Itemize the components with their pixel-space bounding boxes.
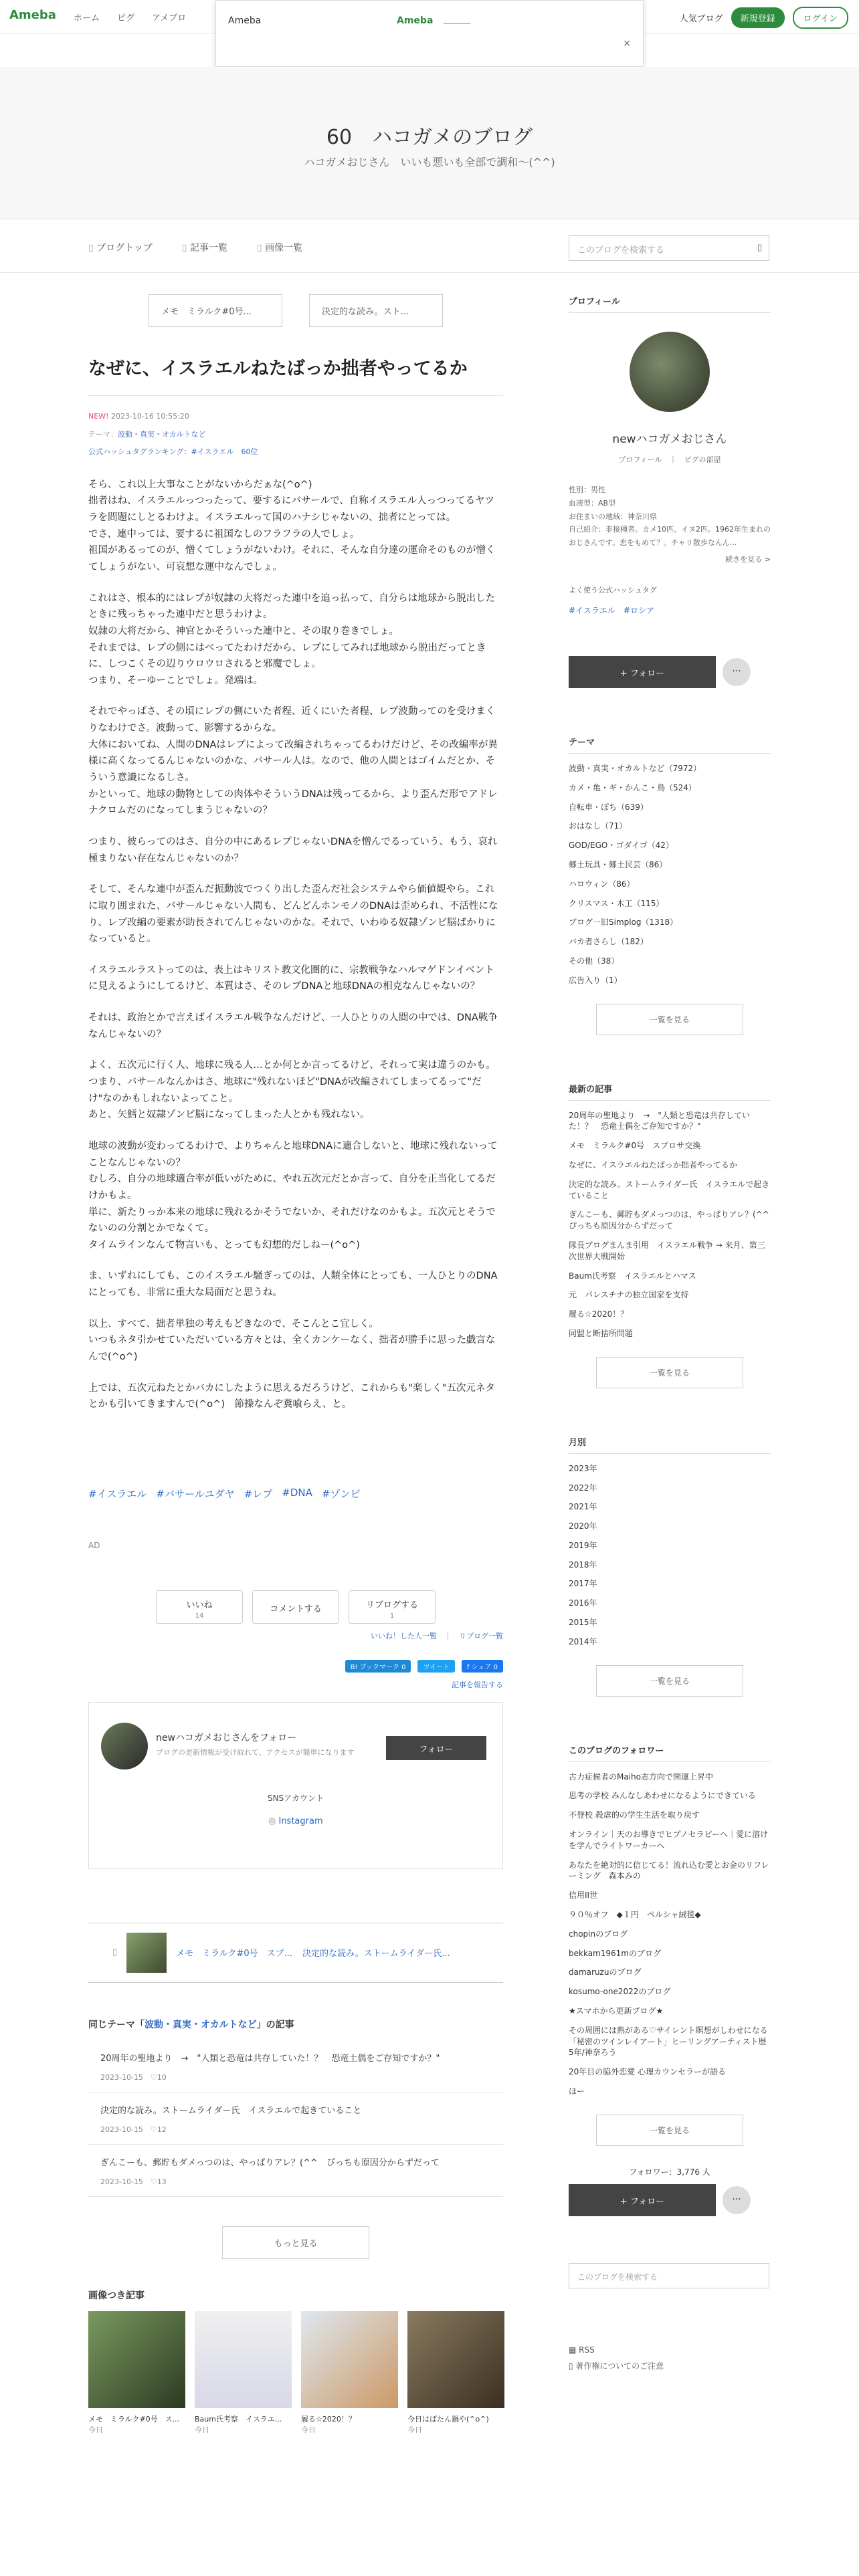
more-icon[interactable]: ··· (723, 658, 751, 686)
related-title (88, 2018, 503, 2031)
theme-item[interactable]: ハロウィン（86） (569, 879, 635, 889)
profile-more-link[interactable]: 続きを見る > (725, 554, 771, 564)
rank-link[interactable]: #イスラエル 60位 (191, 447, 258, 456)
prev-article-title: メモ ミラルク#0号 スプ... (176, 1949, 293, 1959)
follower-item[interactable]: あなたを絶対的に信じてる！流れ込む愛とお金のリフレーミング 森本みの (569, 1860, 769, 1881)
article-actions (88, 1590, 503, 1624)
related-item-likes: 10 (157, 2072, 167, 2082)
search-icon[interactable]: ▯ (757, 243, 762, 253)
nav-ameblo[interactable]: アメブロ (152, 13, 187, 23)
sns-title: SNSアカウント (267, 1793, 324, 1803)
theme-item[interactable]: クリスマス・木工（115） (569, 898, 664, 908)
follow-box-desc: ブログの更新情報が受け取れて、アクセスが簡単になります (156, 1747, 355, 1757)
profile-info: 性別：男性 血液型：AB型 お住まいの地域：神奈川県 自己紹介：非接種者。カメ10匹、イヌ2匹。1962年生まれのおじさんです。恋をもめて？。チャリ散歩なんん... (569, 486, 771, 548)
month-item[interactable]: 2015年 (569, 1618, 597, 1628)
related-item-title: ぎんこーも、郵貯もダメっつのは、やっぱりアレ？(^^ ぴっちも原因分からずだって (100, 2157, 440, 2168)
theme-item[interactable]: GOD/EGO・ゴダイゴ（42） (569, 841, 674, 851)
theme-label: テーマ： (88, 429, 118, 439)
month-item[interactable]: 2021年 (569, 1502, 597, 1512)
profile-name[interactable]: newハコガメおじさん (612, 433, 727, 446)
theme-link[interactable]: 波動・真実・オカルトなど (118, 429, 206, 439)
related-item-title: 20周年の聖地より → "人類と恐竜は共存していた！？ 恐竜土偶をご存知ですか？" (100, 2053, 440, 2064)
reblog-count: 1 (389, 1612, 395, 1620)
popup-title: Ameba (228, 15, 262, 26)
search-placeholder: このブログを検索する (577, 245, 665, 255)
list-item[interactable]: 決定的な読み。ストームライダー氏 イスラエルで起きていること 2023-10-15 ♡12 (88, 2092, 503, 2145)
tag-link[interactable]: #イスラエル (88, 1487, 147, 1500)
related-item-date: 2023-10-15 (100, 2125, 143, 2134)
top-nav (74, 11, 186, 23)
image-thumbnail (407, 2311, 504, 2408)
image-articles (88, 2288, 503, 2435)
recent-item[interactable]: メモ ミラルク#0号 スプロサ交換 (569, 1141, 701, 1151)
reblog-label: リブログする (365, 1600, 418, 1610)
theme-item[interactable]: 広告入り（1） (569, 975, 622, 985)
rss-label: RSS (579, 2345, 595, 2355)
image-date: 今日 (195, 2425, 209, 2434)
follow-button[interactable]: フォロー (386, 1736, 486, 1760)
nav-home[interactable]: ホーム (74, 13, 100, 23)
reblog-button[interactable] (349, 1590, 436, 1624)
share-buttons (88, 1660, 503, 1673)
blog-title[interactable]: 60 ハコガメのブログ (326, 126, 533, 149)
sidebar-follow (569, 656, 771, 688)
month-section (569, 1435, 771, 1697)
theme-section (569, 735, 771, 1035)
month-item[interactable]: 2018年 (569, 1560, 597, 1570)
follower-item[interactable]: ★スマホから更新ブログ★ (569, 2006, 664, 2016)
related-item-likes: 12 (157, 2125, 167, 2134)
popular-blog-link[interactable]: 人気ブログ (679, 14, 723, 24)
more-icon[interactable]: ··· (723, 2186, 751, 2214)
sidebar-footer-links (569, 2342, 771, 2374)
recent-item[interactable]: ぎんこーも、郵貯もダメっつのは、やっぱりアレ？(^^ ぴっちも原因分からずだって (569, 1210, 777, 1231)
theme-item[interactable]: 郷土玩具・郷土民芸（86） (569, 859, 668, 869)
like-count: 14 (195, 1612, 204, 1620)
used-hashtags[interactable]: #イスラエル #ロシア (569, 605, 654, 615)
follow-box-name: newハコガメおじさんをフォロー (156, 1732, 297, 1743)
theme-list-button[interactable]: 一覧を見る (596, 1004, 743, 1035)
article-tags (88, 1487, 503, 1501)
ameba-logo[interactable]: Ameba (9, 8, 56, 22)
related-articles (88, 2018, 503, 2259)
sidebar (569, 294, 777, 2374)
hashtag-rank (88, 446, 503, 457)
follow-button[interactable]: + フォロー (569, 2184, 716, 2216)
recent-item[interactable]: 同盟と断捨所問題 (569, 1328, 634, 1338)
follow-button[interactable]: + フォロー (569, 656, 716, 688)
theme-item[interactable]: ブログ一旧Simplog（1318） (569, 918, 678, 928)
image-article[interactable] (195, 2311, 292, 2435)
sidebar-follow-bottom (569, 2184, 771, 2216)
image-article[interactable] (88, 2311, 185, 2435)
article-paragraph: よく、五次元に行く人、地球に残る人…とか何とか言ってるけど、それって実は違うのかも。 つまり、バサールなんかはさ、地球に"残れないほど"DNAが改編されてしまってるって"だけ"なのかもしれないよってこと。 あと、矢鱈と奴隷ゾンビ脳になってしまった人とかも残れない。 (88, 1060, 496, 1121)
nav-pigg[interactable]: ピグ (117, 13, 135, 23)
new-badge: NEW! (88, 411, 109, 421)
list-item[interactable]: ぎんこーも、郵貯もダメっつのは、やっぱりアレ？(^^ ぴっちも原因分からずだって 2023-10-15 ♡13 (88, 2145, 503, 2197)
like-button[interactable] (156, 1590, 243, 1624)
month-title: 月別 (569, 1435, 771, 1454)
recent-item[interactable]: 20周年の聖地より → "人類と恐竜は共存していた！？ 恐竜土偶をご存知ですか？" (569, 1110, 750, 1132)
info-icon: ▯ (569, 2361, 576, 2371)
nav-article-list[interactable]: ▯ 記事一覧 (182, 241, 227, 254)
report-link[interactable]: 記事を報告する (452, 1680, 503, 1689)
related-item-date: 2023-10-15 (100, 2072, 143, 2082)
blog-header (0, 67, 859, 219)
article-paragraph: ま、いずれにしても、このイスラエル騒ぎってのは、人類全体にとっても、一人ひとりのDNAにとっても、非常に重大な局面だと思うね。 (88, 1271, 498, 1299)
recent-item[interactable]: 履る☆2020！？ (569, 1309, 629, 1319)
nav-blog-top[interactable]: ▯ ブログトップ (88, 241, 153, 254)
month-item[interactable]: 2019年 (569, 1540, 597, 1550)
image-caption: Baum氏考察 イスラエ... (195, 2414, 282, 2424)
related-item-title: 決定的な読み。ストームライダー氏 イスラエルで起きていること (100, 2105, 362, 2116)
theme-title: テーマ (569, 735, 771, 754)
close-icon[interactable]: × (623, 38, 631, 49)
recent-list-button[interactable]: 一覧を見る (596, 1357, 743, 1388)
article-meta (88, 412, 503, 421)
copyright-label: 著作権についてのご注意 (575, 2361, 664, 2371)
month-item[interactable]: 2016年 (569, 1598, 597, 1608)
tag-link[interactable]: #DNA (282, 1486, 312, 1499)
ad-label: AD (88, 1540, 100, 1550)
month-item[interactable]: 2020年 (569, 1521, 597, 1531)
follower-count: フォロワー：3,776 人 (629, 2167, 710, 2177)
used-hashtags-title: よく使う公式ハッシュタグ (569, 585, 657, 595)
image-thumbnail (301, 2311, 398, 2408)
prev-article-link[interactable] (112, 1933, 292, 1973)
blog-subtitle: ハコガメおじさん いいも悪いも全部で調和〜(^^) (304, 156, 555, 169)
recent-item[interactable]: なぜに、イスラエルねたばっか拙者やってるか (569, 1160, 737, 1170)
article-body (88, 477, 503, 1413)
tag-link[interactable]: #レプ (244, 1487, 273, 1500)
month-item[interactable]: 2017年 (569, 1579, 597, 1589)
follower-item[interactable]: bekkam1961mのブログ (569, 1948, 661, 1958)
theme-item[interactable]: 波動・真実・オカルトなど（7972） (569, 763, 702, 773)
comment-button[interactable]: コメントする (252, 1590, 339, 1624)
related-suffix: 」の記事 (256, 2019, 294, 2030)
rank-label: 公式ハッシュタグランキング： (88, 447, 191, 456)
login-button[interactable]: ログイン (793, 7, 848, 29)
month-list-button[interactable]: 一覧を見る (596, 1665, 743, 1697)
related-prefix: 同じテーマ「 (88, 2019, 145, 2030)
article-paragraph: そら、これ以上大事なことがないからだぁな(^o^) 拙者はね、イスラエルっつったって、要するにバサールで、自称イスラエル人っつってるヤツラを問題にしとるわけよ。イスラエルって国のハナシじゃないの、拙者にとっては。 でさ、連中っては、要するに祖国なしのフラフラの人でしょ。 祖国があるってのが、憎くてしょうがないわけ。それに、そんな自分達の運命そのものが憎くてしょうがない、可哀想な運中なんでしょ。 (88, 479, 496, 572)
follower-item[interactable]: ９０％オフ ◆１円 ペルシャ絨毯◆ (569, 1910, 701, 1920)
related-item-likes: 13 (157, 2177, 167, 2186)
rss-link[interactable] (569, 2342, 771, 2358)
follower-item[interactable]: 古力症候者のMaiho志方向で開運上昇中 (569, 1772, 713, 1782)
recent-item[interactable]: 隊長ブログまんま引用 イスラエル戦争 → 来月、第三次世界大戦開始 (569, 1240, 765, 1261)
image-article[interactable] (407, 2311, 504, 2435)
article-paragraph: つまり、彼らってのはさ、自分の中にあるレプじゃないDNAを憎んでるっていう、もう、哀れ極まりない存在なんじゃないのか？ (88, 836, 498, 864)
chevron-left-icon: ▯ (112, 1947, 118, 1958)
hatena-bookmark-button[interactable]: B! ブックマーク 0 (345, 1660, 411, 1673)
image-thumbnail (88, 2311, 185, 2408)
followers-title: このブログのフォロワー (569, 1743, 771, 1762)
like-label: いいね (186, 1600, 213, 1610)
related-theme-link[interactable]: 波動・真実・オカルトなど (145, 2019, 257, 2030)
next-article-button[interactable]: 決定的な読み。スト... (309, 294, 443, 327)
image-thumbnail (195, 2311, 292, 2408)
follower-item[interactable]: オンライン｜天のお導きでヒプノセラピーへ｜愛に溶けを学んでライトワーカーへ (569, 1830, 769, 1850)
tag-link[interactable]: #バサールユダヤ (156, 1487, 235, 1500)
instagram-link[interactable]: ◎ Instagram (268, 1816, 323, 1826)
month-item[interactable]: 2022年 (569, 1483, 597, 1493)
image-date: 今日 (88, 2425, 103, 2434)
article-paragraph: 地球の波動が変わってるわけで、よりちゃんと地球DNAに適合しないと、地球に残れないってことなんじゃないの？ むしろ、自分の地球適合率が低いがために、やれ五次元だとか言って、自分を正当化してるだけかもよ。 単に、新たりっか本来の地球に残れるかそうでないか、それだけなのかもよ。五次元とそうでないのの分割とかでなくて。 タイムラインなんて物言いも、とっても幻想的だしねー(^o^) (88, 1140, 498, 1251)
article-paragraph: イスラエルラストってのは、表上はキリスト教文化圏的に、宗教戦争なハルマゲドンイベントに見えるようにしてるけど、本質はさ、そのレプDNAと地球DNAの相克なんじゃないの？ (88, 964, 494, 992)
article-theme (88, 429, 503, 439)
recent-section (569, 1082, 777, 1388)
image-articles-title: 画像つき記事 (88, 2290, 145, 2301)
recent-title: 最新の記事 (569, 1082, 771, 1101)
copyright-link[interactable] (569, 2358, 771, 2374)
profile-links[interactable]: プロフィール ｜ ピグの部屋 (618, 455, 721, 464)
main-column (88, 294, 503, 2435)
recent-item[interactable]: Baum氏考察 イスラエルとハマス (569, 1271, 696, 1281)
tweet-button[interactable]: ツイート (417, 1660, 455, 1673)
theme-item[interactable]: その他（38） (569, 956, 619, 966)
follower-item[interactable]: chopinのブログ (569, 1929, 628, 1939)
theme-item[interactable]: バカ者さらし（182） (569, 937, 648, 947)
article-paragraph: 上では、五次元ねたとかバカにしたように思えるだろうけど、これからも"楽しく"五次元ネタとかも引いてきますんで(^o^) 節操なんぞ糞喰らえ、と。 (88, 1382, 495, 1410)
article-paragraph: そして、そんな連中が歪んだ振動波でつくり出した歪んだ社会システムやら価値観やら。これに取り囲まれた、バサールじゃない人間も、どんどんホンモノのDNAは歪められ、不活性になり、レプ改編の要素が助長されてんじゃないのかな。それで、いわゆる奴隷ゾンビ脳ばかりになっていると。 (88, 884, 498, 945)
month-item[interactable]: 2023年 (569, 1463, 597, 1473)
article-paragraph: これはさ、根本的にはレプが奴隷の大将だった連中を追っ払って、自分らは地球から脱出したときに残っちゃった連中だと思うわけよ。 奴隷の大将だから、神官とかそういった連中と、その取り巻きでしょ。 それまでは、レプの側にはべってたわけだから、レプにしてみれば地球から脱出だってときに、しつこくその辺りウロウロされると邪魔でしょ。 つまり、そーゆーことでしょ。発端は。 (88, 593, 496, 686)
related-item-date: 2023-10-15 (100, 2177, 143, 2186)
nav-image-list[interactable]: ▯ 画像一覧 (257, 241, 302, 254)
prev-article-thumbnail (126, 1933, 167, 1973)
recent-item[interactable]: 元 パレスチナの独立国家を支持 (569, 1290, 689, 1300)
followers-section (569, 1743, 771, 2216)
image-date: 今日 (301, 2425, 316, 2434)
follower-item[interactable]: 信用II世 (569, 1891, 598, 1901)
image-article[interactable] (301, 2311, 398, 2435)
facebook-share-button[interactable]: f シェア 0 (462, 1660, 503, 1673)
article-paragraph: 以上、すべて、拙者単独の考えもどきなので、そこんとこ宜しく。 いつもネタ引かせていただいている方々とは、全くカンケーなく、拙者が勝手に思った戯言なんで(^o^) (88, 1318, 496, 1362)
avatar (101, 1723, 148, 1769)
rss-icon: ▦ (569, 2345, 579, 2355)
follower-item[interactable]: 思考の学校 みんなしあわせになるようにできている (569, 1791, 756, 1801)
image-caption: 履る☆2020！？ (301, 2414, 356, 2424)
recent-item[interactable]: 決定的な読み。ストームライダー氏 イスラエルで起きていること (569, 1179, 770, 1200)
theme-item[interactable]: おはなし（71） (569, 821, 628, 831)
next-article-link[interactable]: 決定的な読み。ストームライダー氏... (302, 1948, 450, 1959)
article-paragraph: それは、政治とかで言えばイスラエル戦争なんだけど、一人ひとりの人間の中では、DNA戦争なんじゃないの？ (88, 1012, 498, 1040)
follower-item[interactable]: 20年目の脇外恋愛 心理カウンセラーが語る (569, 2067, 727, 2077)
theme-item[interactable]: カメ・亀・ギ・かんこ・鳥（524） (569, 782, 696, 792)
tag-link[interactable]: #ゾンビ (321, 1487, 361, 1500)
list-item[interactable]: 20周年の聖地より → "人類と恐竜は共存していた！？ 恐竜土偶をご存知ですか？" 2023-10-15 ♡10 (88, 2040, 503, 2092)
signup-button[interactable]: 新規登録 (731, 7, 785, 28)
followers-list-button[interactable]: 一覧を見る (596, 2115, 743, 2146)
follower-item[interactable]: damaruzuのブログ (569, 1967, 642, 1977)
image-date: 今日 (407, 2425, 422, 2434)
month-item[interactable]: 2014年 (569, 1636, 597, 1646)
image-caption: メモ ミラルク#0号 ス... (88, 2414, 180, 2424)
more-button[interactable]: もっと見る (222, 2226, 369, 2259)
profile-title: プロフィール (569, 294, 771, 313)
blog-search-input[interactable] (569, 235, 769, 261)
sidebar-search-input[interactable]: このブログを検索する (569, 2263, 769, 2288)
follower-item[interactable]: ほー (569, 2086, 585, 2097)
blog-nav (0, 221, 859, 273)
article-pager (88, 294, 503, 327)
follower-item[interactable]: kosumo-one2022のブログ (569, 1987, 671, 1997)
likers-link[interactable]: いいね！した人一覧 ｜ リブログ一覧 (371, 1631, 503, 1640)
article-title[interactable]: なぜに、イスラエルねたばっか拙者やってるか (88, 356, 503, 396)
ad-popup (215, 0, 644, 67)
top-actions (680, 7, 848, 29)
image-caption: 今日はばたん鍋や(^o^) (407, 2414, 489, 2424)
popup-link[interactable]: Ameba (397, 15, 434, 26)
popup-underline (444, 23, 470, 24)
article-date: 2023-10-16 10:55:20 (110, 411, 189, 421)
article-paragraph: それでやっぱさ、その頃にレプの側にいた者程、近くにいた者程、レプ波動ってのを受けまくりなわけでさ。波動って、影響するからな。 大体においてね、人間のDNAはレプによって改編されちゃってるわけだけど、その改編率が異様に高くなってるんじゃないのかな、バサール人は。なので、他の人間とはゴイムだとか、そういう意識になるしさ。 かといって、地球の動物としての肉体やそういうDNAは残ってるから、より歪んだ形でアドレナクロムだのになってしまうじゃないの？ (88, 706, 498, 817)
avatar[interactable] (630, 332, 710, 412)
follower-item[interactable]: 不登校 殺虐的の学生生活を取り戻す (569, 1810, 700, 1820)
article-navigation (88, 1923, 503, 1983)
follow-box (88, 1702, 503, 1869)
follower-item[interactable]: その周囲には熟がある♡サイレント瞑想がしわせになる「秘密のツインレイアート」ヒーリングアーティスト歴5年/神奈ろう (569, 2025, 768, 2058)
prev-article-button[interactable]: メモ ミラルク#0号... (149, 294, 282, 327)
theme-item[interactable]: 自転車・ぽち（639） (569, 802, 648, 812)
